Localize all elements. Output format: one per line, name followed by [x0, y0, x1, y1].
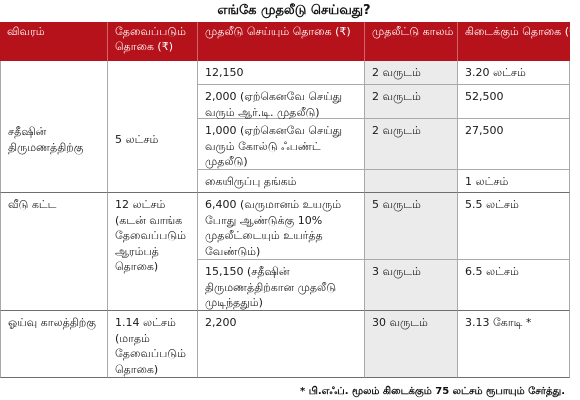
investment-amount-cell — [198, 311, 365, 378]
cell-text-line: 5.5 லட்சம் — [465, 198, 519, 211]
header-label: கிடைக்கும் தொகை (₹) — [465, 25, 580, 38]
cell-text-line: ஓய்வு காலத்திற்கு — [8, 316, 96, 329]
amount-received-cell — [458, 193, 570, 260]
page-title: எங்கே முதலீடு செய்வது? — [217, 3, 371, 18]
investment-amount-cell — [198, 119, 365, 170]
cell-text-line: 2 வருடம் — [372, 66, 421, 79]
investment-amount-cell — [198, 85, 365, 119]
cell-text-line: 12 லட்சம் — [115, 198, 166, 211]
header-label: தொகை (₹) — [115, 40, 173, 53]
cell-text-line: 2,000 (ஏற்கெனவே செய்து — [205, 90, 343, 103]
cell-text-line: தொகை) — [115, 362, 159, 376]
cell-text-line: (மாதம் — [115, 331, 150, 345]
cell-text-line: 5 வருடம் — [372, 198, 421, 211]
investment-period-cell — [365, 260, 458, 311]
cell-text-line: 27,500 — [465, 124, 504, 137]
required-amount-cell — [108, 311, 198, 378]
cell-text-line: முதலீட்டையும் உயர்த்த — [205, 229, 323, 242]
amount-received-cell — [458, 61, 570, 85]
cell-text-line: திருமணத்திற்கு — [8, 140, 84, 154]
cell-text-line: 5 லட்சம் — [115, 132, 159, 146]
header-label: முதலீட்டு காலம் — [372, 25, 454, 38]
cell-text-line: முதலீடு) — [205, 155, 248, 168]
cell-text-line: வரும் கோல்டு ஃபண்ட் — [205, 139, 321, 153]
cell-text-line: திருமணத்திற்கான முதலீடு — [205, 280, 337, 294]
cell-text-line: 3.13 கோடி * — [465, 316, 532, 329]
detail-cell — [0, 311, 108, 378]
cell-text-line: 6.5 லட்சம் — [465, 265, 519, 278]
footnote: * பி.எஃப். மூலம் கிடைக்கும் 75 லட்சம் ரூபாயும் சேர்த்து. — [300, 386, 565, 397]
required-amount-cell — [108, 193, 198, 311]
investment-period-cell — [365, 85, 458, 119]
detail-cell — [0, 61, 108, 193]
cell-text-line: (கடன் வாங்க — [115, 213, 183, 227]
investment-period-cell — [365, 193, 458, 260]
cell-text-line: சதீஷின் — [8, 125, 47, 138]
cell-text-line: 2 வருடம் — [372, 124, 421, 137]
header-cell-investment-amount — [198, 22, 365, 61]
cell-text-line: வீடு கட்ட — [8, 198, 57, 211]
header-label: தேவைப்படும் — [115, 25, 186, 38]
investment-amount-cell — [198, 170, 365, 193]
cell-text-line: 30 வருடம் — [372, 316, 428, 329]
cell-text-line: 3.20 லட்சம் — [465, 66, 526, 79]
cell-text-line: 1,000 (ஏற்கெனவே செய்து — [205, 124, 343, 137]
cell-text-line: தேவைப்படும் — [115, 229, 186, 242]
cell-text-line: போது ஆண்டுக்கு 10% — [205, 213, 323, 227]
investment-period-cell — [365, 61, 458, 85]
cell-text-line: 2,200 — [205, 316, 237, 329]
header-label: விவரம் — [7, 25, 45, 38]
investment-period-cell — [365, 170, 458, 193]
investment-amount-cell — [198, 260, 365, 311]
header-cell-detail — [0, 22, 108, 61]
investment-table — [0, 22, 580, 378]
cell-text-line: வேண்டும்) — [205, 244, 261, 258]
required-amount-cell — [108, 61, 198, 193]
amount-received-cell — [458, 260, 570, 311]
cell-text-line: 2 வருடம் — [372, 90, 421, 103]
cell-text-line: 1 லட்சம் — [465, 175, 509, 188]
amount-received-cell — [458, 119, 570, 170]
cell-text-line: தேவைப்படும் — [115, 347, 186, 360]
header-cell-investment-period — [365, 22, 458, 61]
cell-text-line: 6,400 (வருமானம் உயரும் — [205, 198, 342, 211]
header-cell-amount-received — [458, 22, 580, 61]
cell-text-line: 15,150 (சதீஷின் — [205, 265, 290, 278]
investment-amount-cell — [198, 193, 365, 260]
cell-text-line: 3 வருடம் — [372, 265, 421, 278]
investment-amount-cell — [198, 61, 365, 85]
investment-period-cell — [365, 311, 458, 378]
detail-cell — [0, 193, 108, 311]
cell-text-line: வரும் ஆர்.டி. முதலீடு) — [205, 105, 320, 119]
cell-text-line: 12,150 — [205, 66, 244, 79]
amount-received-cell — [458, 170, 570, 193]
cell-text-line: 1.14 லட்சம் — [115, 316, 176, 329]
cell-text-line: தொகை) — [115, 260, 159, 273]
header-label: முதலீடு செய்யும் தொகை (₹) — [205, 25, 351, 38]
investment-period-cell — [365, 119, 458, 170]
cell-text-line: முடிந்ததும்) — [205, 296, 263, 309]
amount-received-cell — [458, 311, 570, 378]
header-cell-required-amount — [108, 22, 198, 61]
cell-text-line: 52,500 — [465, 90, 504, 103]
cell-text-line: கையிருப்பு தங்கம் — [205, 175, 297, 188]
amount-received-cell — [458, 85, 570, 119]
cell-text-line: ஆரம்பத் — [115, 244, 159, 258]
